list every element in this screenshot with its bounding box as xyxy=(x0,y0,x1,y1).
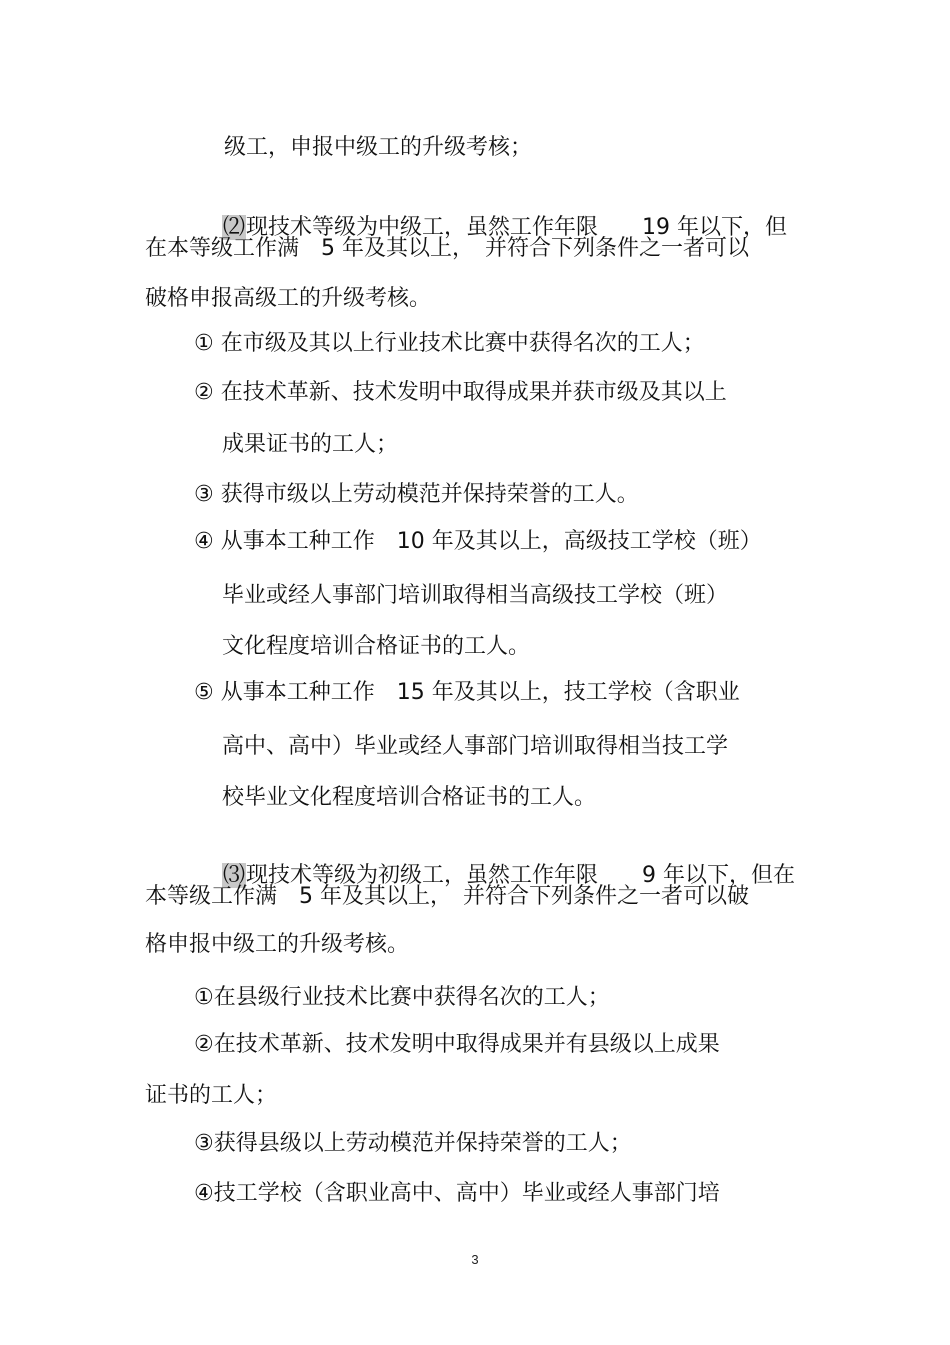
text-line: ②在技术革新、技术发明中取得成果并有县级以上成果 xyxy=(194,1032,720,1057)
text-line: 成果证书的工人； xyxy=(222,432,399,457)
text-line: 在本等级工作满 5 年及其以上， 并符合下列条件之一者可以 xyxy=(145,236,749,261)
text-span: 现技术等级为初级工，虽然工作年限 9 年以下，但在 xyxy=(246,863,795,888)
text-line: 本等级工作满 5 年及其以上， 并符合下列条件之一者可以破 xyxy=(145,884,749,909)
text-line: ①在县级行业技术比赛中获得名次的工人； xyxy=(194,985,610,1010)
text-line: 校毕业文化程度培训合格证书的工人。 xyxy=(222,785,597,810)
text-span: 现技术等级为中级工，虽然工作年限 19 年以下，但 xyxy=(246,215,787,240)
text-line: ④技工学校（含职业高中、高中）毕业或经人事部门培 xyxy=(194,1181,720,1206)
text-line: 证书的工人； xyxy=(145,1083,278,1108)
text-line: 高中、高中）毕业或经人事部门培训取得相当技工学 xyxy=(222,734,729,759)
text-line: ⑤ 从事本工种工作 15 年及其以上，技工学校（含职业 xyxy=(194,680,740,705)
text-line: ② 在技术革新、技术发明中取得成果并获市级及其以上 xyxy=(194,380,727,405)
text-line: 文化程度培训合格证书的工人。 xyxy=(222,634,531,659)
text-line: 毕业或经人事部门培训取得相当高级技工学校（班） xyxy=(222,583,729,608)
list-marker-highlighted: ⑵ xyxy=(222,215,245,240)
text-line: ③获得县级以上劳动模范并保持荣誉的工人； xyxy=(194,1131,632,1156)
page-number: 3 xyxy=(471,1252,479,1267)
list-marker-highlighted: ⑶ xyxy=(222,863,245,888)
text-line: ① 在市级及其以上行业技术比赛中获得名次的工人； xyxy=(194,331,705,356)
text-line: 格申报中级工的升级考核。 xyxy=(145,932,410,957)
text-line: ④ 从事本工种工作 10 年及其以上，高级技工学校（班） xyxy=(194,529,762,554)
text-line: 破格申报高级工的升级考核。 xyxy=(145,286,432,311)
text-line: ③ 获得市级以上劳动模范并保持荣誉的工人。 xyxy=(194,482,639,507)
text-line: 级工，申报中级工的升级考核； xyxy=(224,135,533,160)
